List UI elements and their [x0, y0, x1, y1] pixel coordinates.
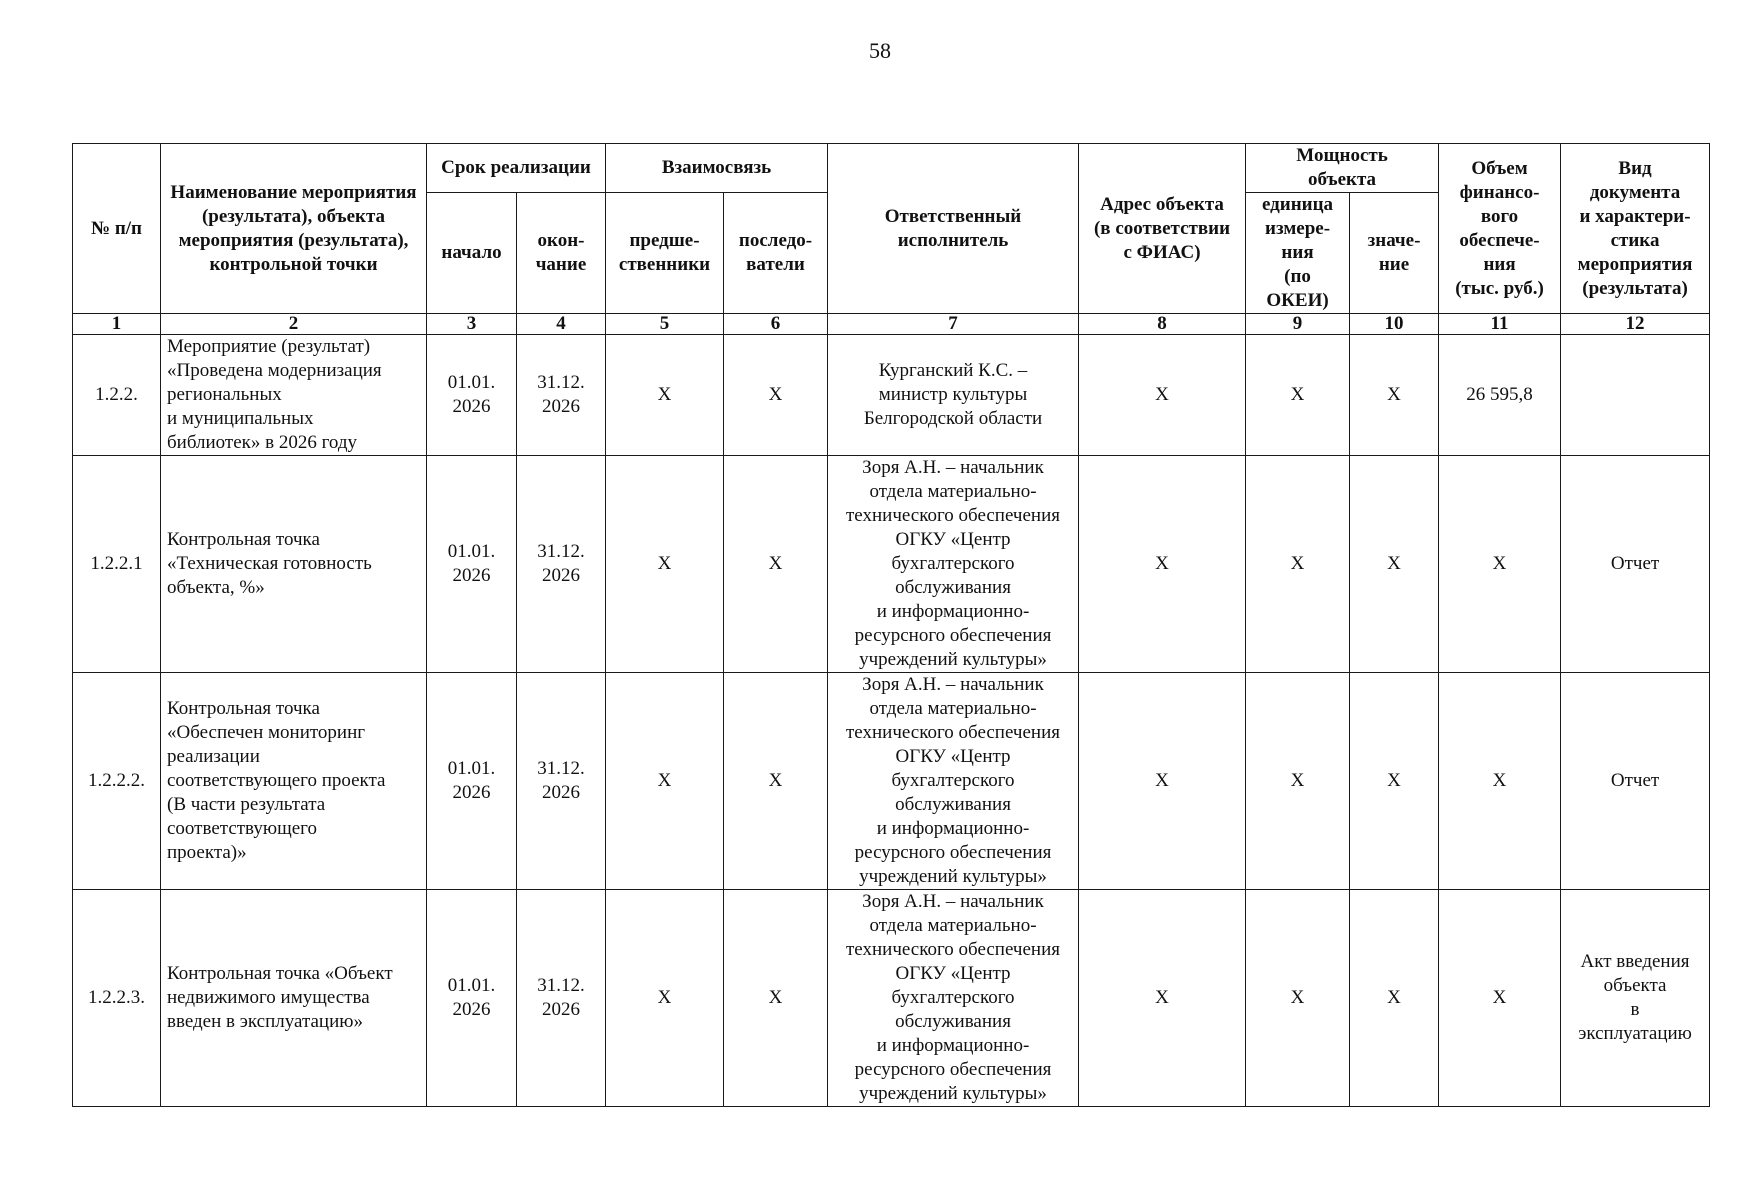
column-number: 1 [73, 314, 161, 335]
table-row [73, 335, 1710, 456]
plan-table [72, 143, 1710, 1107]
column-number: 12 [1561, 314, 1710, 335]
row-value: Х [1350, 456, 1439, 673]
row-finance: 26 595,8 [1439, 335, 1561, 456]
row-unit: Х [1246, 673, 1350, 890]
page-number: 58 [869, 38, 891, 63]
row-unit: Х [1246, 456, 1350, 673]
row-unit: Х [1246, 335, 1350, 456]
header-link-next: последо- ватели [724, 193, 828, 314]
row-start: 01.01. 2026 [427, 456, 517, 673]
column-number: 6 [724, 314, 828, 335]
row-end: 31.12. 2026 [517, 890, 606, 1107]
row-end: 31.12. 2026 [517, 456, 606, 673]
row-prev: Х [606, 673, 724, 890]
column-number: 9 [1246, 314, 1350, 335]
row-next: Х [724, 673, 828, 890]
row-name: Контрольная точка «Обеспечен мониторинг реализации соответствующего проекта (В части результата соответствующего проекта)» [161, 673, 427, 890]
header-num: № п/п [73, 144, 161, 314]
row-executor: Зоря А.Н. – начальник отдела материально- технического обеспечения ОГКУ «Центр бухгалтерского обслуживания и информационно- ресурсного обеспечения учреждений культуры» [828, 456, 1079, 673]
row-start: 01.01. 2026 [427, 890, 517, 1107]
row-doc: Отчет [1561, 673, 1710, 890]
row-prev: Х [606, 456, 724, 673]
row-name: Контрольная точка «Объект недвижимого имущества введен в эксплуатацию» [161, 890, 427, 1107]
header-link: Взаимосвязь [606, 144, 828, 193]
row-num: 1.2.2.1 [73, 456, 161, 673]
header-doc: Вид документа и характери- стика мероприятия (результата) [1561, 144, 1710, 314]
row-next: Х [724, 335, 828, 456]
row-start: 01.01. 2026 [427, 673, 517, 890]
row-start: 01.01. 2026 [427, 335, 517, 456]
header-executor: Ответственный исполнитель [828, 144, 1079, 314]
row-prev: Х [606, 335, 724, 456]
row-value: Х [1350, 335, 1439, 456]
row-doc: Акт введения объекта в эксплуатацию [1561, 890, 1710, 1107]
row-executor: Курганский К.С. – министр культуры Белгородской области [828, 335, 1079, 456]
row-address: Х [1079, 673, 1246, 890]
row-next: Х [724, 890, 828, 1107]
row-prev: Х [606, 890, 724, 1107]
row-address: Х [1079, 335, 1246, 456]
row-doc: Отчет [1561, 456, 1710, 673]
header-name: Наименование мероприятия (результата), объекта мероприятия (результата), контрольной точки [161, 144, 427, 314]
column-number: 5 [606, 314, 724, 335]
column-number: 2 [161, 314, 427, 335]
row-end: 31.12. 2026 [517, 673, 606, 890]
row-value: Х [1350, 673, 1439, 890]
table-row [73, 456, 1710, 673]
header-term-end: окон- чание [517, 193, 606, 314]
row-doc [1561, 335, 1710, 456]
row-unit: Х [1246, 890, 1350, 1107]
table-row [73, 890, 1710, 1107]
header-term: Срок реализации [427, 144, 606, 193]
header-power-value: значе- ние [1350, 193, 1439, 314]
row-name: Мероприятие (результат) «Проведена модернизация региональных и муниципальных библиотек» в 2026 году [161, 335, 427, 456]
header-link-prev: предше- ственники [606, 193, 724, 314]
row-end: 31.12. 2026 [517, 335, 606, 456]
header-address: Адрес объекта (в соответствии с ФИАС) [1079, 144, 1246, 314]
header-power: Мощность объекта [1246, 144, 1439, 193]
row-num: 1.2.2. [73, 335, 161, 456]
header-term-start: начало [427, 193, 517, 314]
row-value: Х [1350, 890, 1439, 1107]
row-next: Х [724, 456, 828, 673]
column-number: 8 [1079, 314, 1246, 335]
row-finance: Х [1439, 890, 1561, 1107]
row-num: 1.2.2.3. [73, 890, 161, 1107]
header-power-unit: единица измере- ния (по ОКЕИ) [1246, 193, 1350, 314]
column-number: 7 [828, 314, 1079, 335]
row-executor: Зоря А.Н. – начальник отдела материально- технического обеспечения ОГКУ «Центр бухгалтерского обслуживания и информационно- ресурсного обеспечения учреждений культуры» [828, 673, 1079, 890]
row-num: 1.2.2.2. [73, 673, 161, 890]
column-number: 3 [427, 314, 517, 335]
row-finance: Х [1439, 456, 1561, 673]
row-executor: Зоря А.Н. – начальник отдела материально- технического обеспечения ОГКУ «Центр бухгалтерского обслуживания и информационно- ресурсного обеспечения учреждений культуры» [828, 890, 1079, 1107]
row-finance: Х [1439, 673, 1561, 890]
column-number: 10 [1350, 314, 1439, 335]
column-number: 4 [517, 314, 606, 335]
column-number: 11 [1439, 314, 1561, 335]
row-address: Х [1079, 890, 1246, 1107]
table-row [73, 673, 1710, 890]
row-address: Х [1079, 456, 1246, 673]
header-finance: Объем финансо- вого обеспече- ния (тыс. руб.) [1439, 144, 1561, 314]
row-name: Контрольная точка «Техническая готовность объекта, %» [161, 456, 427, 673]
